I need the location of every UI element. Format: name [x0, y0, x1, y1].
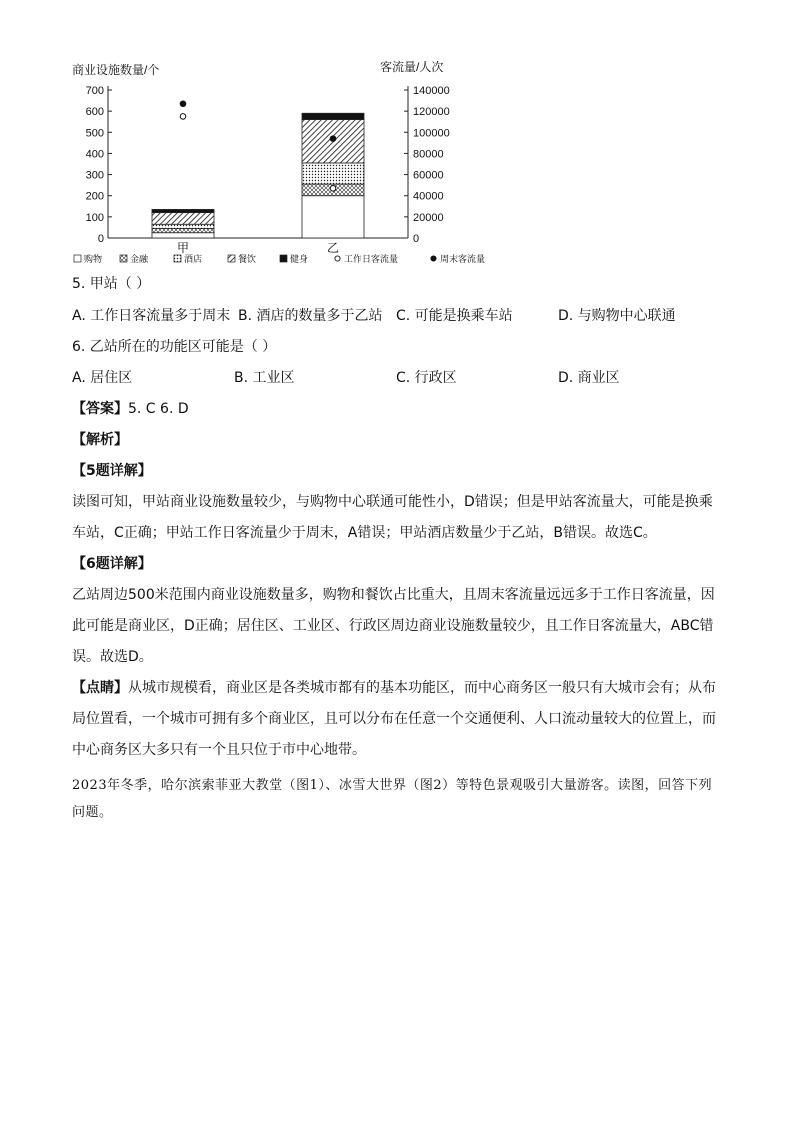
left-axis-label: 商业设施数量/个 — [72, 63, 160, 77]
right-tick-label: 20000 — [413, 211, 444, 224]
right-tick-label: 60000 — [413, 169, 444, 182]
solution-block — [72, 394, 722, 766]
right-tick-label: 80000 — [413, 148, 444, 161]
question-5-option-d: D. 与购物中心联通 — [558, 308, 676, 324]
tip-paragraph — [72, 673, 722, 766]
tip-text: 从城市规模看，商业区是各类城市都有的基本功能区，而中心商务区一般只有大城市会有；从布局位置看，一个城市可拥有多个商业区，且可以分布在任意一个交通便利、人口流动量较大的位置上，而中心商务区大多只有一个且只位于市中心地带。 — [72, 680, 716, 758]
legend-marker — [431, 256, 436, 261]
right-tick-label: 0 — [413, 233, 420, 245]
legend-label: 周末客流量 — [440, 254, 486, 264]
left-tick-label: 600 — [85, 106, 104, 119]
left-tick-label: 0 — [97, 233, 104, 245]
question-6-option-b: B. 工业区 — [234, 370, 295, 386]
legend-swatch — [74, 255, 81, 262]
right-tick-label: 100000 — [413, 127, 450, 140]
right-tick-label: 120000 — [413, 106, 450, 119]
question-6-option-d: D. 商业区 — [558, 370, 620, 386]
answer-line — [72, 394, 722, 425]
legend-label: 健身 — [290, 254, 309, 264]
left-tick-label: 500 — [85, 127, 104, 140]
answer-text: 5. C 6. D — [128, 401, 189, 417]
question-5-option-a: A. 工作日客流量多于周末 — [72, 308, 231, 324]
question-6-option-a: A. 居住区 — [72, 370, 133, 386]
weekday-flow-point — [330, 186, 336, 192]
answer-tag: 【答案】 — [72, 401, 128, 417]
bar-segment — [302, 163, 364, 184]
bar-segment — [152, 228, 214, 232]
left-tick-label: 200 — [85, 190, 104, 203]
legend-marker — [335, 256, 340, 261]
left-tick-label: 400 — [85, 148, 104, 161]
legend-label: 工作日客流量 — [344, 254, 399, 264]
bar-segment — [152, 209, 214, 212]
question-5-option-b: B. 酒店的数量多于乙站 — [238, 308, 383, 324]
x-category-label: 乙 — [326, 241, 340, 255]
legend-label: 餐饮 — [238, 254, 257, 264]
left-tick-label: 300 — [85, 169, 104, 182]
legend-label: 酒店 — [184, 254, 203, 264]
detail-6-text: 乙站周边500米范围内商业设施数量多，购物和餐饮占比重大，且周末客流量远远多于工作日客流量，因此可能是商业区，D正确；居住区、工业区、行政区周边商业设施数量较少，且工作日客流量大，ABC错误。故选D。 — [72, 587, 715, 665]
detail-5-tag: 【5题详解】 — [72, 463, 152, 479]
bar-segment — [302, 113, 364, 119]
weekday-flow-point — [180, 114, 186, 120]
bar-segment — [302, 196, 364, 238]
question-5-option-c: C. 可能是换乘车站 — [396, 308, 513, 324]
question-5-stem: 5. 甲站（ ） — [72, 276, 151, 292]
weekend-flow-point — [180, 101, 186, 107]
question-6-stem: 6. 乙站所在的功能区可能是（ ） — [72, 339, 277, 355]
right-axis-label: 客流量/人次 — [380, 60, 444, 74]
chart-svg — [62, 56, 502, 274]
bar-segment — [152, 213, 214, 225]
left-tick-label: 100 — [85, 211, 104, 224]
detail-6-tag: 【6题详解】 — [72, 556, 152, 572]
legend-label: 购物 — [84, 254, 103, 264]
question-6-option-c: C. 行政区 — [396, 370, 457, 386]
analysis-tag: 【解析】 — [72, 432, 128, 448]
legend-swatch — [280, 255, 287, 262]
tip-tag: 【点睛】 — [72, 680, 128, 696]
next-section-intro: 2023年冬季，哈尔滨索菲亚大教堂（图1）、冰雪大世界（图2）等特色景观吸引大量游客。读图，回答下列问题。 — [72, 778, 713, 820]
legend-swatch — [174, 255, 181, 262]
detail-5-text: 读图可知，甲站商业设施数量较少，与购物中心联通可能性小，D错误；但是甲站客流量大，可能是换乘车站，C正确；甲站工作日客流量少于周末，A错误；甲站酒店数量少于乙站，B错误。故选C。 — [72, 494, 713, 541]
legend-swatch — [120, 255, 127, 262]
legend-swatch — [228, 255, 235, 262]
weekend-flow-point — [330, 136, 336, 142]
right-tick-label: 40000 — [413, 190, 444, 203]
station-chart — [62, 56, 502, 274]
x-category-label: 甲 — [176, 241, 190, 255]
bar-segment — [152, 224, 214, 228]
legend-label: 金融 — [130, 254, 149, 264]
right-tick-label: 140000 — [413, 85, 450, 97]
left-tick-label: 700 — [85, 85, 104, 97]
bar-segment — [152, 233, 214, 238]
